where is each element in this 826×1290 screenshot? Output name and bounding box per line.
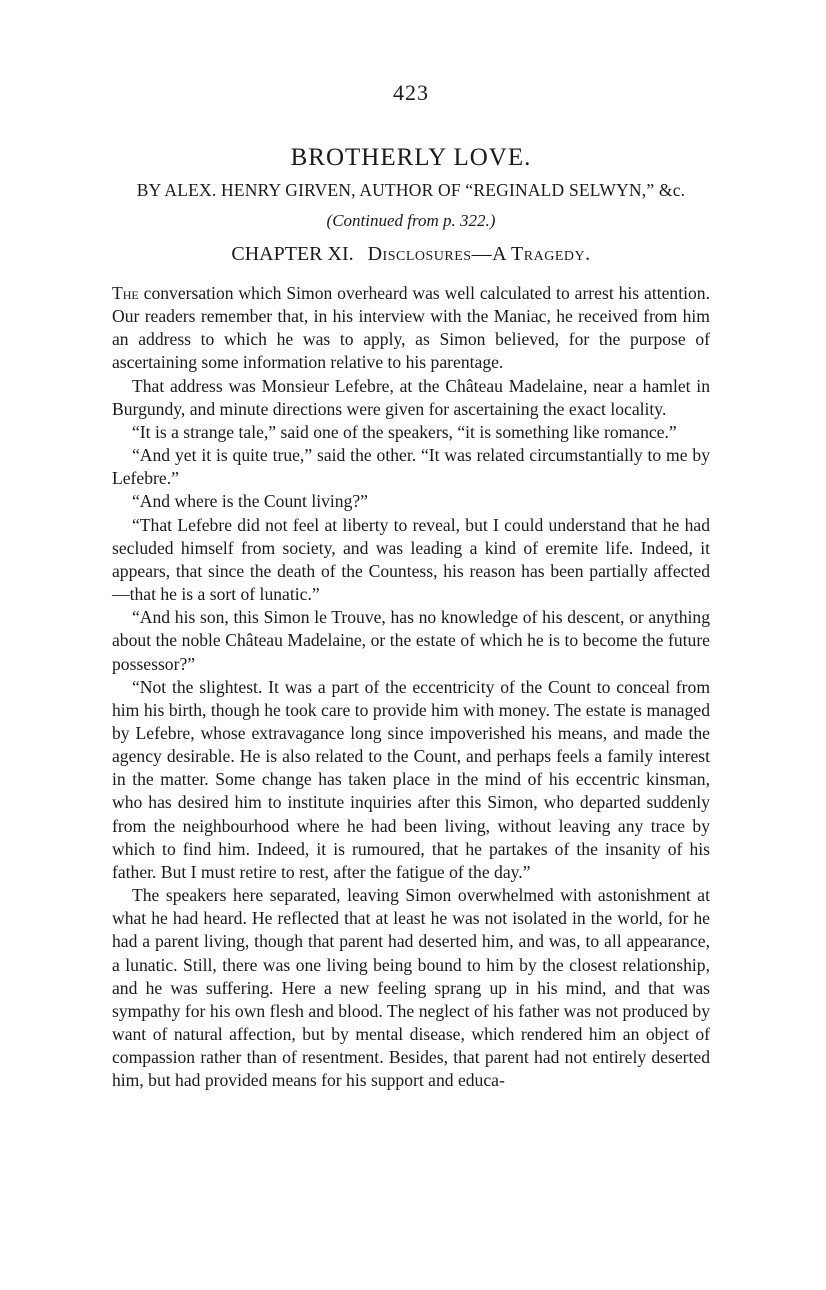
continued-note: (Continued from p. 322.) [326, 211, 496, 230]
paragraph: “It is a strange tale,” said one of the speakers, “it is something like romance.” [132, 421, 677, 442]
chapter-subtitle: Disclosures—A Tragedy. [367, 243, 591, 265]
author-byline: BY ALEX. HENRY GIRVEN, AUTHOR OF “REGINALD SELWYN,” &c. [136, 180, 686, 200]
paragraph: “And his son, this Simon le Trouve, has no knowledge of his descent, or anything about the noble Château Madelaine, or the estate of which he is to become the future possessor?” [112, 607, 710, 674]
paragraph [112, 282, 710, 375]
story-title: BROTHERLY LOVE. [290, 144, 532, 171]
paragraph: That address was Monsieur Lefebre, at the Château Madelaine, near a hamlet in Burgundy, and minute directions were given for ascertaining the exact locality. [112, 375, 710, 419]
paragraph: “That Lefebre did not feel at liberty to reveal, but I could understand that he had secluded himself from society, and was leading a kind of eremite life. Indeed, it appears, that since the death of the Countess, his reason has been partially affected—that he is a sort of lunatic.” [112, 514, 710, 605]
drop-cap-word: The [112, 283, 139, 303]
page-number: 423 [393, 80, 429, 105]
paragraph-text: conversation which Simon overheard was well calculated to arrest his attention. Our readers remember that, in his interview with the Maniac, he received from him an address to which he was to apply, as Simon believed, for the purpose of ascertaining some information relative to his parentage. [112, 283, 710, 373]
chapter-heading [112, 243, 710, 266]
paragraph: “Not the slightest. It was a part of the eccentricity of the Count to conceal from him his birth, though he took care to provide him with money. The estate is managed by Lefebre, whose extravagance long since impoverished his means, and made the agency desirable. He is also related to the Count, and perhaps feels a family interest in the matter. Some change has taken place in the mind of his eccentric kinsman, who has desired him to institute inquiries after this Simon, who departed suddenly from the neighbourhood where he had been living, without leaving any trace by which to find him. Indeed, it is rumoured, that he partakes of the insanity of his father. But I must retire to rest, after the fatigue of the day.” [112, 676, 710, 882]
paragraph: “And yet it is quite true,” said the other. “It was related circumstantially to me by Lefebre.” [112, 445, 710, 489]
paragraph: The speakers here separated, leaving Simon overwhelmed with astonishment at what he had heard. He reflected that at least he was not isolated in the world, for he had a parent living, though that parent had deserted him, and was, to all appearance, a lunatic. Still, there was one living being bound to him by the closest relationship, and he was suffering. Here a new feeling sprang up in his mind, and that was sympathy for his own flesh and blood. The neglect of his father was not produced by want of natural affection, but by mental disease, which rendered him an object of compassion rather than of resentment. Besides, that parent had not entirely deserted him, but had provided means for his support and educa- [112, 885, 710, 1091]
chapter-number: CHAPTER XI. [231, 243, 354, 265]
book-page [112, 80, 710, 1092]
paragraph: “And where is the Count living?” [132, 491, 368, 512]
chapter-body [112, 282, 710, 1092]
